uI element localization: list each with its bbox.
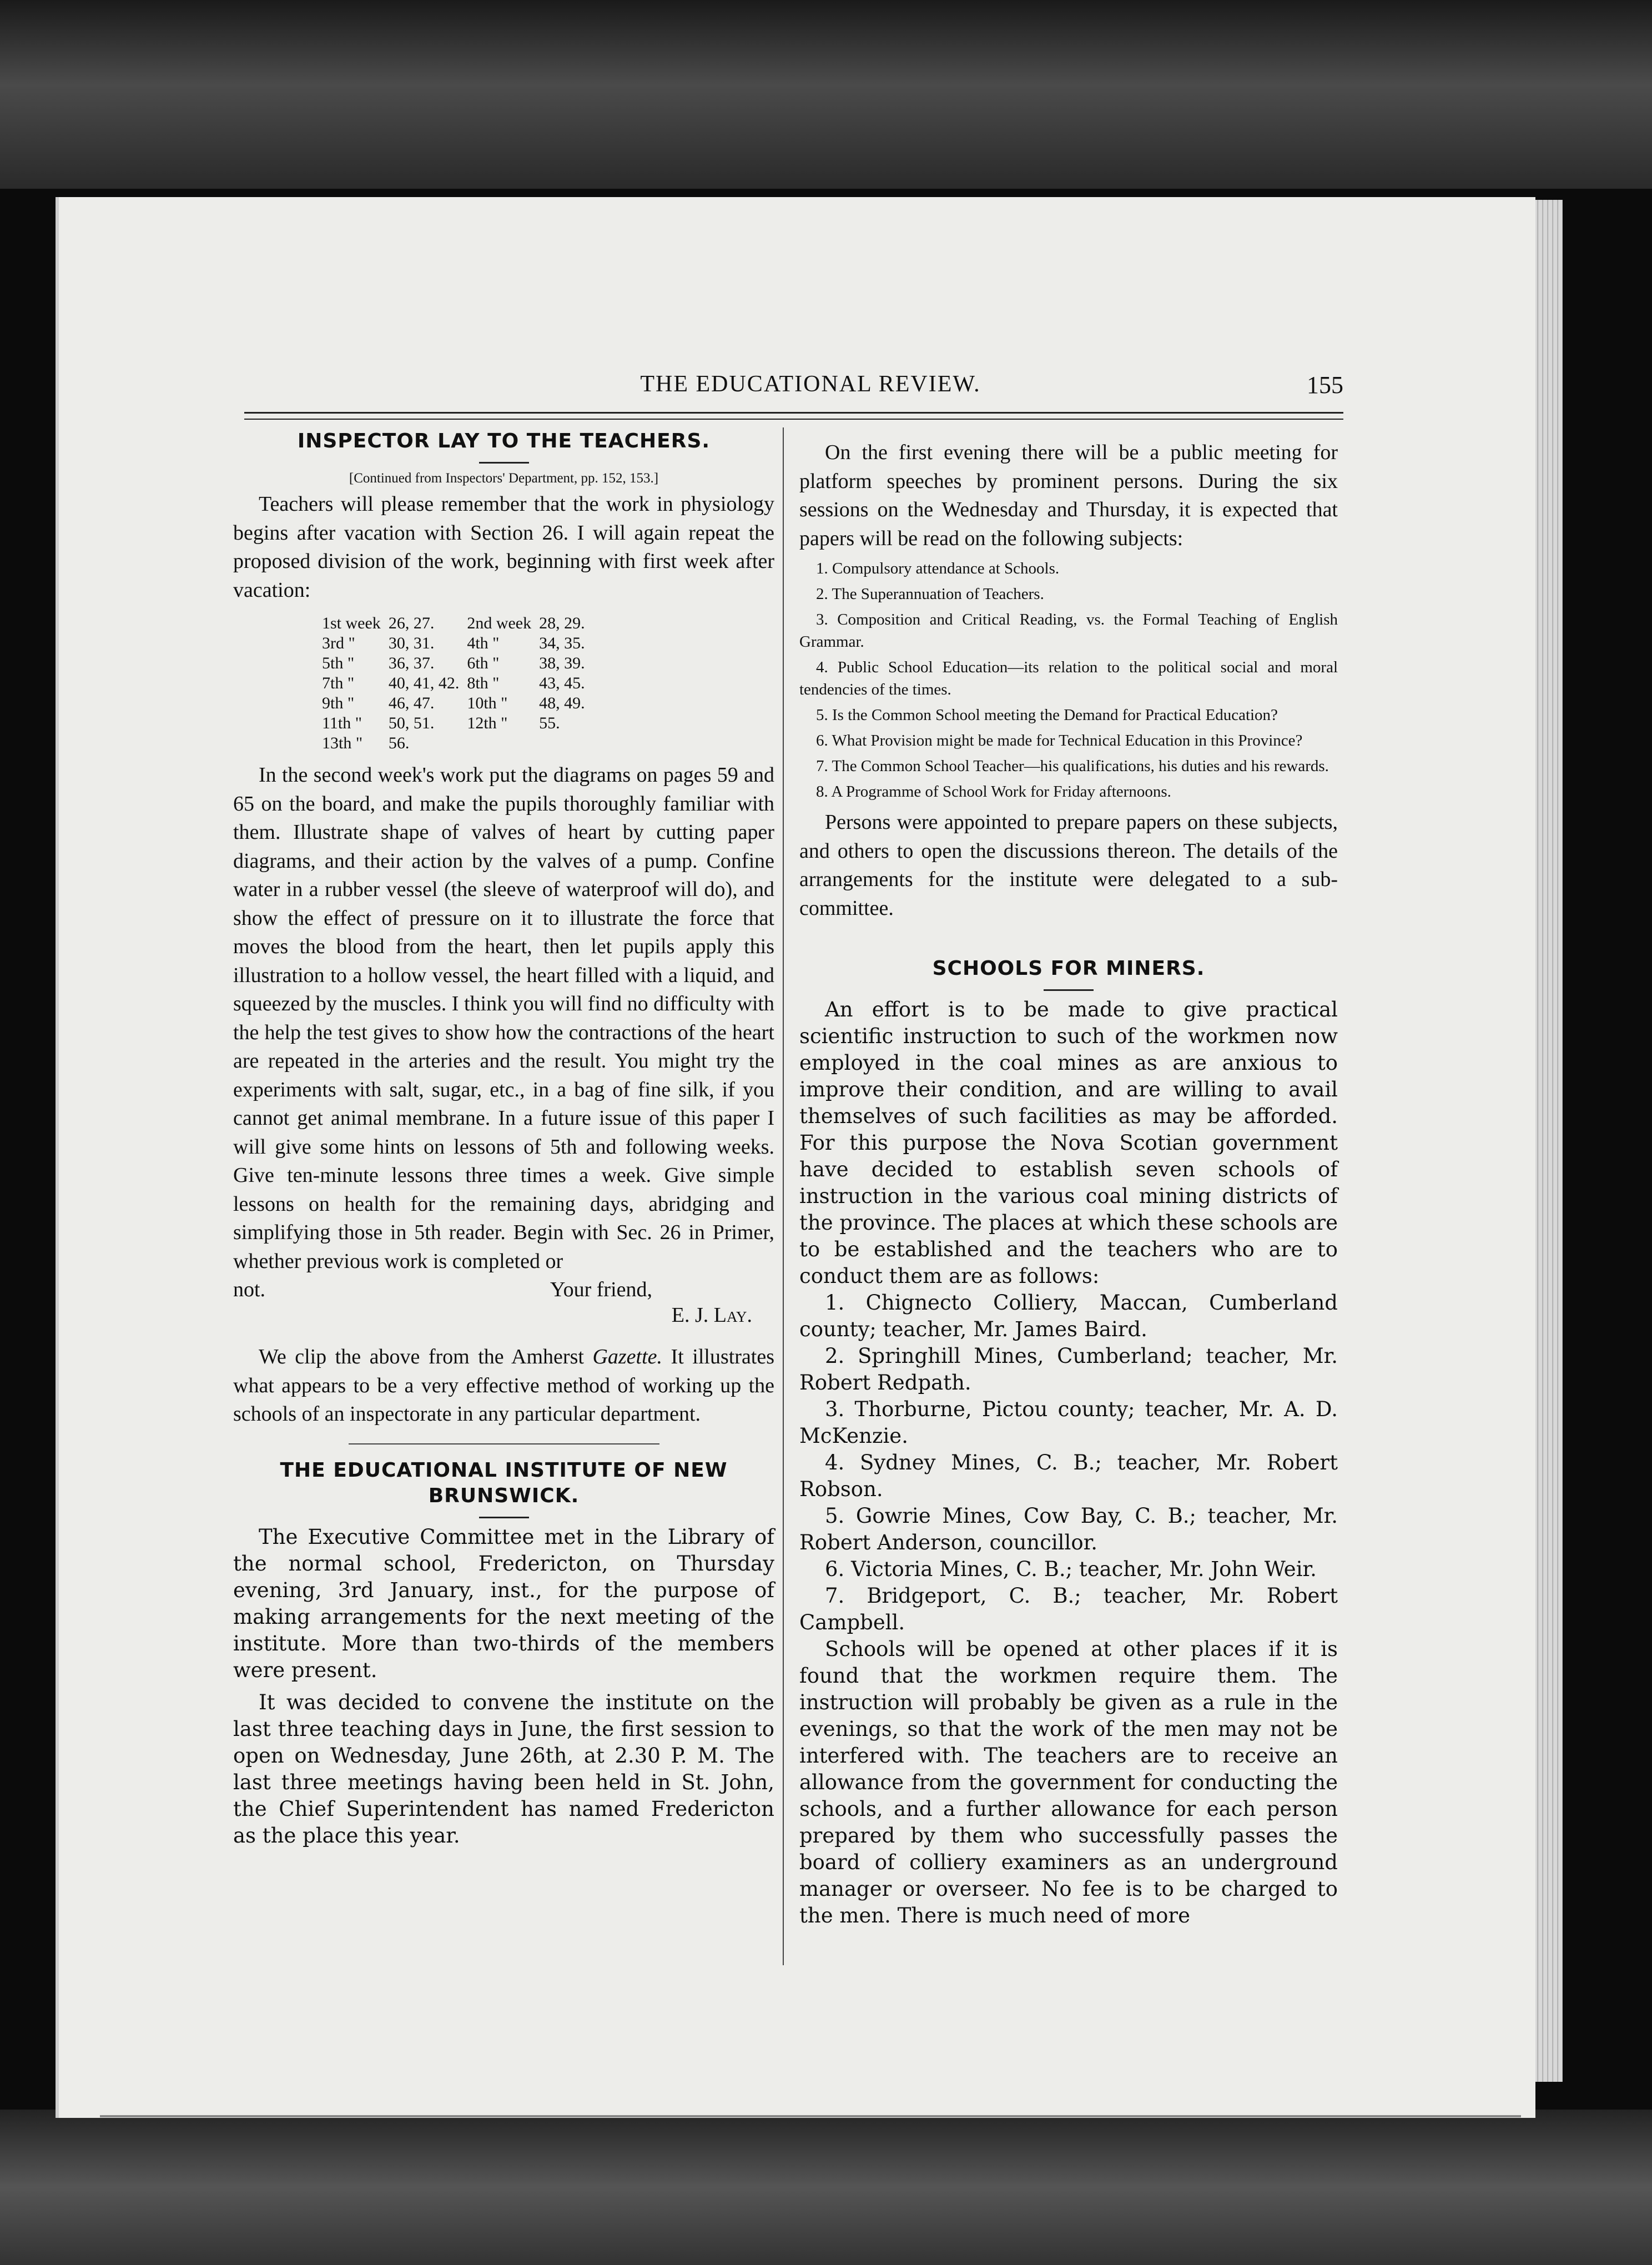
list-item: 4. Public School Education—its relation to the political social and moral tendencies of the times. (799, 658, 1338, 698)
editor-comment (233, 1343, 774, 1429)
table-cell: 46, 47. (388, 694, 435, 712)
signoff-row (233, 1276, 774, 1305)
miners-paragraph-2: Schools will be opened at other places if it is found that the workmen require them. The instruction will probably be given as a rule in the evenings, so that the work of the men may not be interfered with. The teachers are to receive an allowance from the government for conducting the schools, and a further allowance for each person prepared by them who successfully passes the board of colliery examiners as an underground manager or overseer. No fee is to be charged to the men. There is much need of more (799, 1637, 1338, 1927)
physiology-schedule-table (322, 613, 593, 753)
column-divider (783, 427, 784, 1965)
list-item: 6. Victoria Mines, C. B.; teacher, Mr. John Weir. (825, 1557, 1317, 1581)
header-rule (244, 412, 1343, 420)
table-cell: 36, 37. (388, 654, 435, 672)
table-row (322, 633, 593, 653)
table-cell: 9th " (322, 694, 355, 712)
list-item: 3. Composition and Critical Reading, vs. the Formal Teaching of English Grammar. (799, 611, 1338, 651)
article-title-schools-for-miners: SCHOOLS FOR MINERS. (932, 957, 1205, 980)
page-bottom-edge (100, 2115, 1521, 2117)
article-intro: Teachers will please remember that the work in physiology begins after vacation with Section 26. I will again repeat the proposed division of the work, beginning with first week after vacation: (233, 492, 774, 602)
table-cell: 12th " (467, 714, 508, 732)
table-cell: 48, 49. (539, 694, 585, 712)
table-cell: 56. (388, 734, 410, 752)
institute-paragraph-1: The Executive Committee met in the Library of the normal school, Fredericton, on Thursday evening, 3rd January, inst., for the purpose of making arrangements for the next meeting of the institute. More than two-thirds of the members were present. (233, 1524, 774, 1682)
section-rule (349, 1443, 659, 1444)
table-cell: 11th " (322, 714, 362, 732)
running-head: THE EDUCATIONAL REVIEW. (640, 371, 981, 397)
author-signature: E. J. Lay. (671, 1303, 752, 1327)
table-cell: 8th " (467, 674, 500, 692)
list-item: 5. Is the Common School meeting the Demand for Practical Education? (816, 706, 1278, 724)
table-cell: 30, 31. (388, 634, 435, 652)
newspaper-name: Gazette. (592, 1345, 663, 1368)
table-row (322, 693, 593, 713)
table-row (322, 713, 593, 733)
editor-comment-end: It illustrates what appears to be a very effective method of working up the schools of an inspectorate in any particular department. (233, 1345, 775, 1426)
table-cell: 50, 51. (388, 714, 435, 732)
scan-background-bottom (0, 2110, 1652, 2265)
table-cell: 2nd week (467, 614, 532, 632)
title-rule (479, 462, 529, 464)
left-column (233, 429, 774, 1849)
table-row (322, 733, 593, 753)
miners-paragraph-1: An effort is to be made to give practical scientific instruction to such of the workmen now employed in the coal mines as are anxious to improve their condition, and are willing to avail themselves of such facilities as may be afforded. For this purpose the Nova Scotian government have decided to establish seven schools of instruction in the various coal mining districts of the province. The places at which these schools are to be established and the teachers who are to conduct them are as follows: (799, 998, 1338, 1288)
list-item: 7. Bridgeport, C. B.; teacher, Mr. Robert Campbell. (799, 1584, 1338, 1634)
table-cell: 43, 45. (539, 674, 585, 692)
table-cell: 6th " (467, 654, 500, 672)
table-cell: 38, 39. (539, 654, 585, 672)
table-cell: 10th " (467, 694, 508, 712)
list-item: 2. Springhill Mines, Cumberland; teacher, Mr. Robert Redpath. (799, 1344, 1338, 1395)
institute-paragraph-4: Persons were appointed to prepare papers on these subjects, and others to open the discussions thereon. The details of the arrangements for the institute were delegated to a sub-committee. (799, 811, 1338, 920)
table-cell: 3rd " (322, 634, 355, 652)
article-title-inspector-lay: INSPECTOR LAY TO THE TEACHERS. (297, 430, 711, 452)
table-cell: 34, 35. (539, 634, 585, 652)
right-column (799, 439, 1338, 1929)
list-item: 5. Gowrie Mines, Cow Bay, C. B.; teacher, Mr. Robert Anderson, councillor. (799, 1504, 1338, 1554)
article-body: In the second week's work put the diagrams on pages 59 and 65 on the board, and make the pupils thoroughly familiar with them. Illustrate shape of valves of heart by cutting paper diagrams, and their action by the valves of a pump. Confine water in a rubber vessel (the sleeve of waterproof will do), and show the effect of pressure on it to illustrate the force that moves the blood from the heart, then let pupils apply this illustration to a hollow vessel, the heart filled with a liquid, and squeezed by the muscles. I think you will find no difficulty with the help the test gives to show how the contractions of the heart are repeated in the arteries and the result. You might try the experiments with salt, sugar, etc., in a bag of fine silk, if you cannot get animal membrane. In a future issue of this paper I will give some hints on lessons of 5th and following weeks. Give ten-minute lessons three times a week. Give simple lessons on health for the remaining days, abridging and simplifying those in 5th reader. Begin with Sec. 26 in Primer, whether previous work is completed or (233, 763, 774, 1273)
table-cell: 40, 41, 42. (388, 674, 460, 692)
table-cell: 13th " (322, 734, 363, 752)
table-cell: 26, 27. (388, 614, 435, 632)
list-item: 1. Compulsory attendance at Schools. (816, 560, 1060, 577)
list-item: 8. A Programme of School Work for Friday afternoons. (816, 783, 1171, 801)
table-cell: 1st week (322, 614, 381, 632)
page-number: 155 (1307, 371, 1343, 399)
closing-salutation: Your friend, (550, 1278, 652, 1301)
subjects-list (799, 557, 1338, 803)
miners-article (799, 996, 1338, 1929)
table-cell: 7th " (322, 674, 355, 692)
closing-not: not. (233, 1278, 266, 1301)
table-cell (467, 733, 539, 753)
table-cell: 28, 29. (539, 614, 585, 632)
table-row (322, 653, 593, 673)
table-cell: 4th " (467, 634, 500, 652)
table-row (322, 673, 593, 693)
list-item: 7. The Common School Teacher—his qualifications, his duties and his rewards. (816, 757, 1329, 775)
table-cell: 5th " (322, 654, 355, 672)
section-spacer (799, 923, 1338, 956)
table-cell: 55. (539, 714, 560, 732)
title-rule (1044, 989, 1094, 991)
list-item: 1. Chignecto Colliery, Maccan, Cumberland county; teacher, Mr. James Baird. (799, 1291, 1338, 1341)
table-row (322, 613, 593, 633)
institute-paragraph-2: It was decided to convene the institute on the last three teaching days in June, the first session to open on Wednesday, June 26th, at 2.30 P. M. The last three meetings having been held in St. John, the Chief Superintendent has named Fredericton as the place this year. (233, 1690, 774, 1848)
scan-background-top (0, 0, 1652, 189)
continuation-note: [Continued from Inspectors' Department, pp. 152, 153.] (349, 471, 659, 486)
list-item: 2. The Superannuation of Teachers. (816, 585, 1044, 603)
article-title-educational-institute: THE EDUCATIONAL INSTITUTE OF NEW BRUNSWICK. (280, 1458, 728, 1507)
list-item: 4. Sydney Mines, C. B.; teacher, Mr. Robert Robson. (799, 1451, 1338, 1501)
editor-comment-start: We clip the above from the Amherst (259, 1345, 584, 1368)
list-item: 3. Thorburne, Pictou county; teacher, Mr. A. D. McKenzie. (799, 1397, 1338, 1448)
title-rule (479, 1517, 529, 1518)
list-item: 6. What Provision might be made for Technical Education in this Province? (816, 732, 1303, 749)
table-cell (539, 733, 593, 753)
institute-paragraph-3: On the first evening there will be a public meeting for platform speeches by prominent persons. During the six sessions on the Wednesday and Thursday, it is expected that papers will be read on the following subjects: (799, 441, 1338, 550)
